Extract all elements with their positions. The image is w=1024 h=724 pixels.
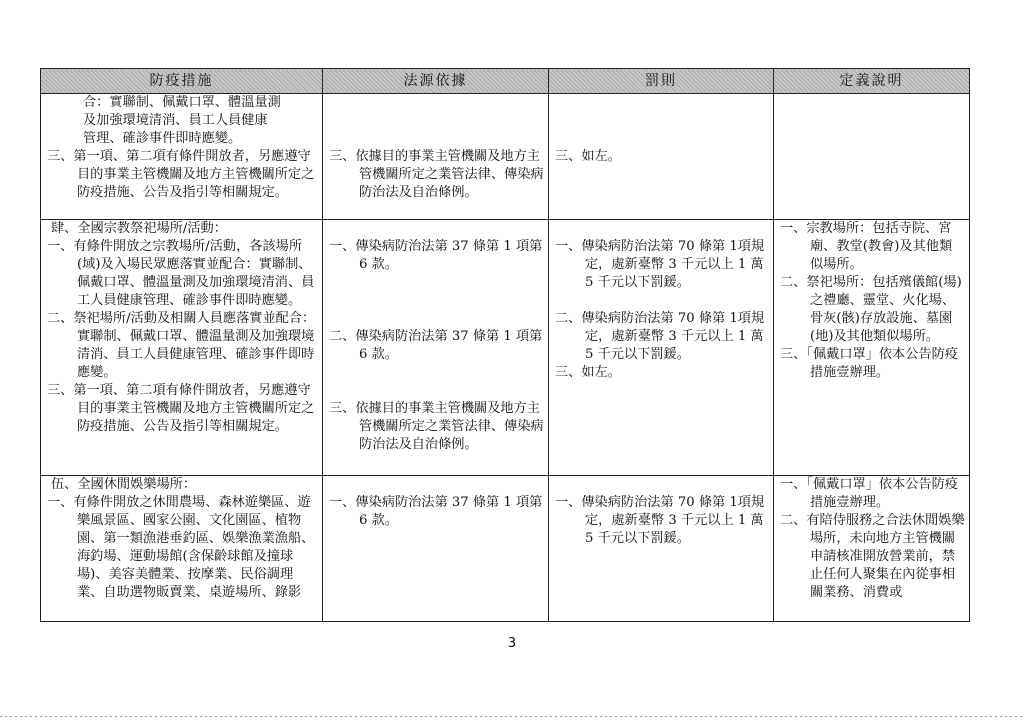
measures-continuation-line: 合：實聯制、佩戴口罩、體溫量測 xyxy=(83,95,281,110)
definition-item: 二、祭祀場所：包括殯儀館(場)之禮廳、靈堂、火化場、骨灰(骸)存放設施、墓園(地)及其他類似場所。 xyxy=(780,275,962,344)
table-row xyxy=(41,220,970,476)
legal-basis-item: 一、傳染病防治法第 37 條第 1 項第 6 款。 xyxy=(329,495,543,528)
definition-item: 二、有陪侍服務之合法休閒娛樂場所，未向地方主管機關申請核准開放營業前，禁止任何人聚集在內從事相關業務、消費或 xyxy=(780,513,965,600)
header-definitions: 定義說明 xyxy=(774,69,970,94)
measures-item: 一、有條件開放之休閒農場、森林遊樂區、遊樂風景區、國家公園、文化園區、植物園、第一類漁港垂釣區、娛樂漁業漁船、海釣場、運動場館(含保齡球館及撞球場)、美容美體業、按摩業、民俗調理業、自助選物販賣業、桌遊場所、錄影 xyxy=(47,495,315,600)
legal-basis-cell xyxy=(323,94,549,220)
measures-item: 三、第一項、第二項有條件開放者，另應遵守目的事業主管機關及地方主管機關所定之防疫措施、公告及指引等相關規定。 xyxy=(47,383,315,434)
definitions-cell xyxy=(774,220,970,476)
section-heading: 伍、全國休閒娛樂場所： xyxy=(51,477,197,492)
legal-basis-item: 二、傳染病防治法第 37 條第 1 項第 6 款。 xyxy=(329,329,543,362)
penalty-item: 三、如左。 xyxy=(555,365,621,380)
measures-continuation-line: 及加強環境清消、員工人員健康 xyxy=(83,113,268,128)
section-heading: 肆、全國宗教祭祀場所/活動： xyxy=(51,221,227,236)
table-row xyxy=(41,94,970,220)
measures-item: 一、有條件開放之宗教場所/活動，各該場所(域)及入場民眾應落實並配合：實聯制、佩戴口罩、體溫量測及加強環境清消、員工人員健康管理、確診事件即時應變。 xyxy=(47,239,315,308)
definition-item: 三、「佩戴口罩」依本公告防疫措施壹辦理。 xyxy=(780,347,959,380)
legal-basis-item: 三、依據目的事業主管機關及地方主管機關所定之業管法律、傳染病防治法及自治條例。 xyxy=(329,149,544,200)
measures-cell xyxy=(41,220,323,476)
header-legal-basis: 法源依據 xyxy=(323,69,549,94)
definition-item: 一、宗教場所：包括寺院、宮廟、教堂(教會)及其他類似場所。 xyxy=(780,221,953,272)
penalty-item: 三、如左。 xyxy=(555,149,621,164)
penalties-cell xyxy=(549,94,774,220)
header-penalties: 罰則 xyxy=(549,69,774,94)
table-header-row xyxy=(41,69,970,94)
regulation-table xyxy=(40,68,970,622)
scan-divider xyxy=(0,716,1024,717)
legal-basis-item: 三、依據目的事業主管機關及地方主管機關所定之業管法律、傳染病防治法及自治條例。 xyxy=(329,401,544,452)
measures-continuation-line: 管理、確診事件即時應變。 xyxy=(83,131,242,146)
definitions-cell xyxy=(774,94,970,220)
measures-item: 三、第一項、第二項有條件開放者，另應遵守目的事業主管機關及地方主管機關所定之防疫措施、公告及指引等相關規定。 xyxy=(47,149,315,200)
definitions-cell xyxy=(774,476,970,622)
penalties-cell xyxy=(549,476,774,622)
legal-basis-item: 一、傳染病防治法第 37 條第 1 項第 6 款。 xyxy=(329,239,543,272)
page-number: 3 xyxy=(507,636,517,651)
legal-basis-cell xyxy=(323,220,549,476)
measures-item: 二、祭祀場所/活動及相關人員應落實並配合：實聯制、佩戴口罩、體溫量測及加強環境清消、員工人員健康管理、確診事件即時應變。 xyxy=(47,311,316,380)
legal-basis-cell xyxy=(323,476,549,622)
header-measures: 防疫措施 xyxy=(41,69,323,94)
definition-item: 一、「佩戴口罩」依本公告防疫措施壹辦理。 xyxy=(780,477,959,510)
penalty-item: 一、傳染病防治法第 70 條第 1項規定，處新臺幣 3 千元以上 1 萬 5 千元以下罰鍰。 xyxy=(555,495,765,546)
penalty-item: 一、傳染病防治法第 70 條第 1項規定，處新臺幣 3 千元以上 1 萬 5 千元以下罰鍰。 xyxy=(555,239,765,290)
measures-cell xyxy=(41,476,323,622)
measures-cell xyxy=(41,94,323,220)
table-row xyxy=(41,476,970,622)
penalty-item: 二、傳染病防治法第 70 條第 1項規定，處新臺幣 3 千元以上 1 萬 5 千元以下罰鍰。 xyxy=(555,311,765,362)
penalties-cell xyxy=(549,220,774,476)
